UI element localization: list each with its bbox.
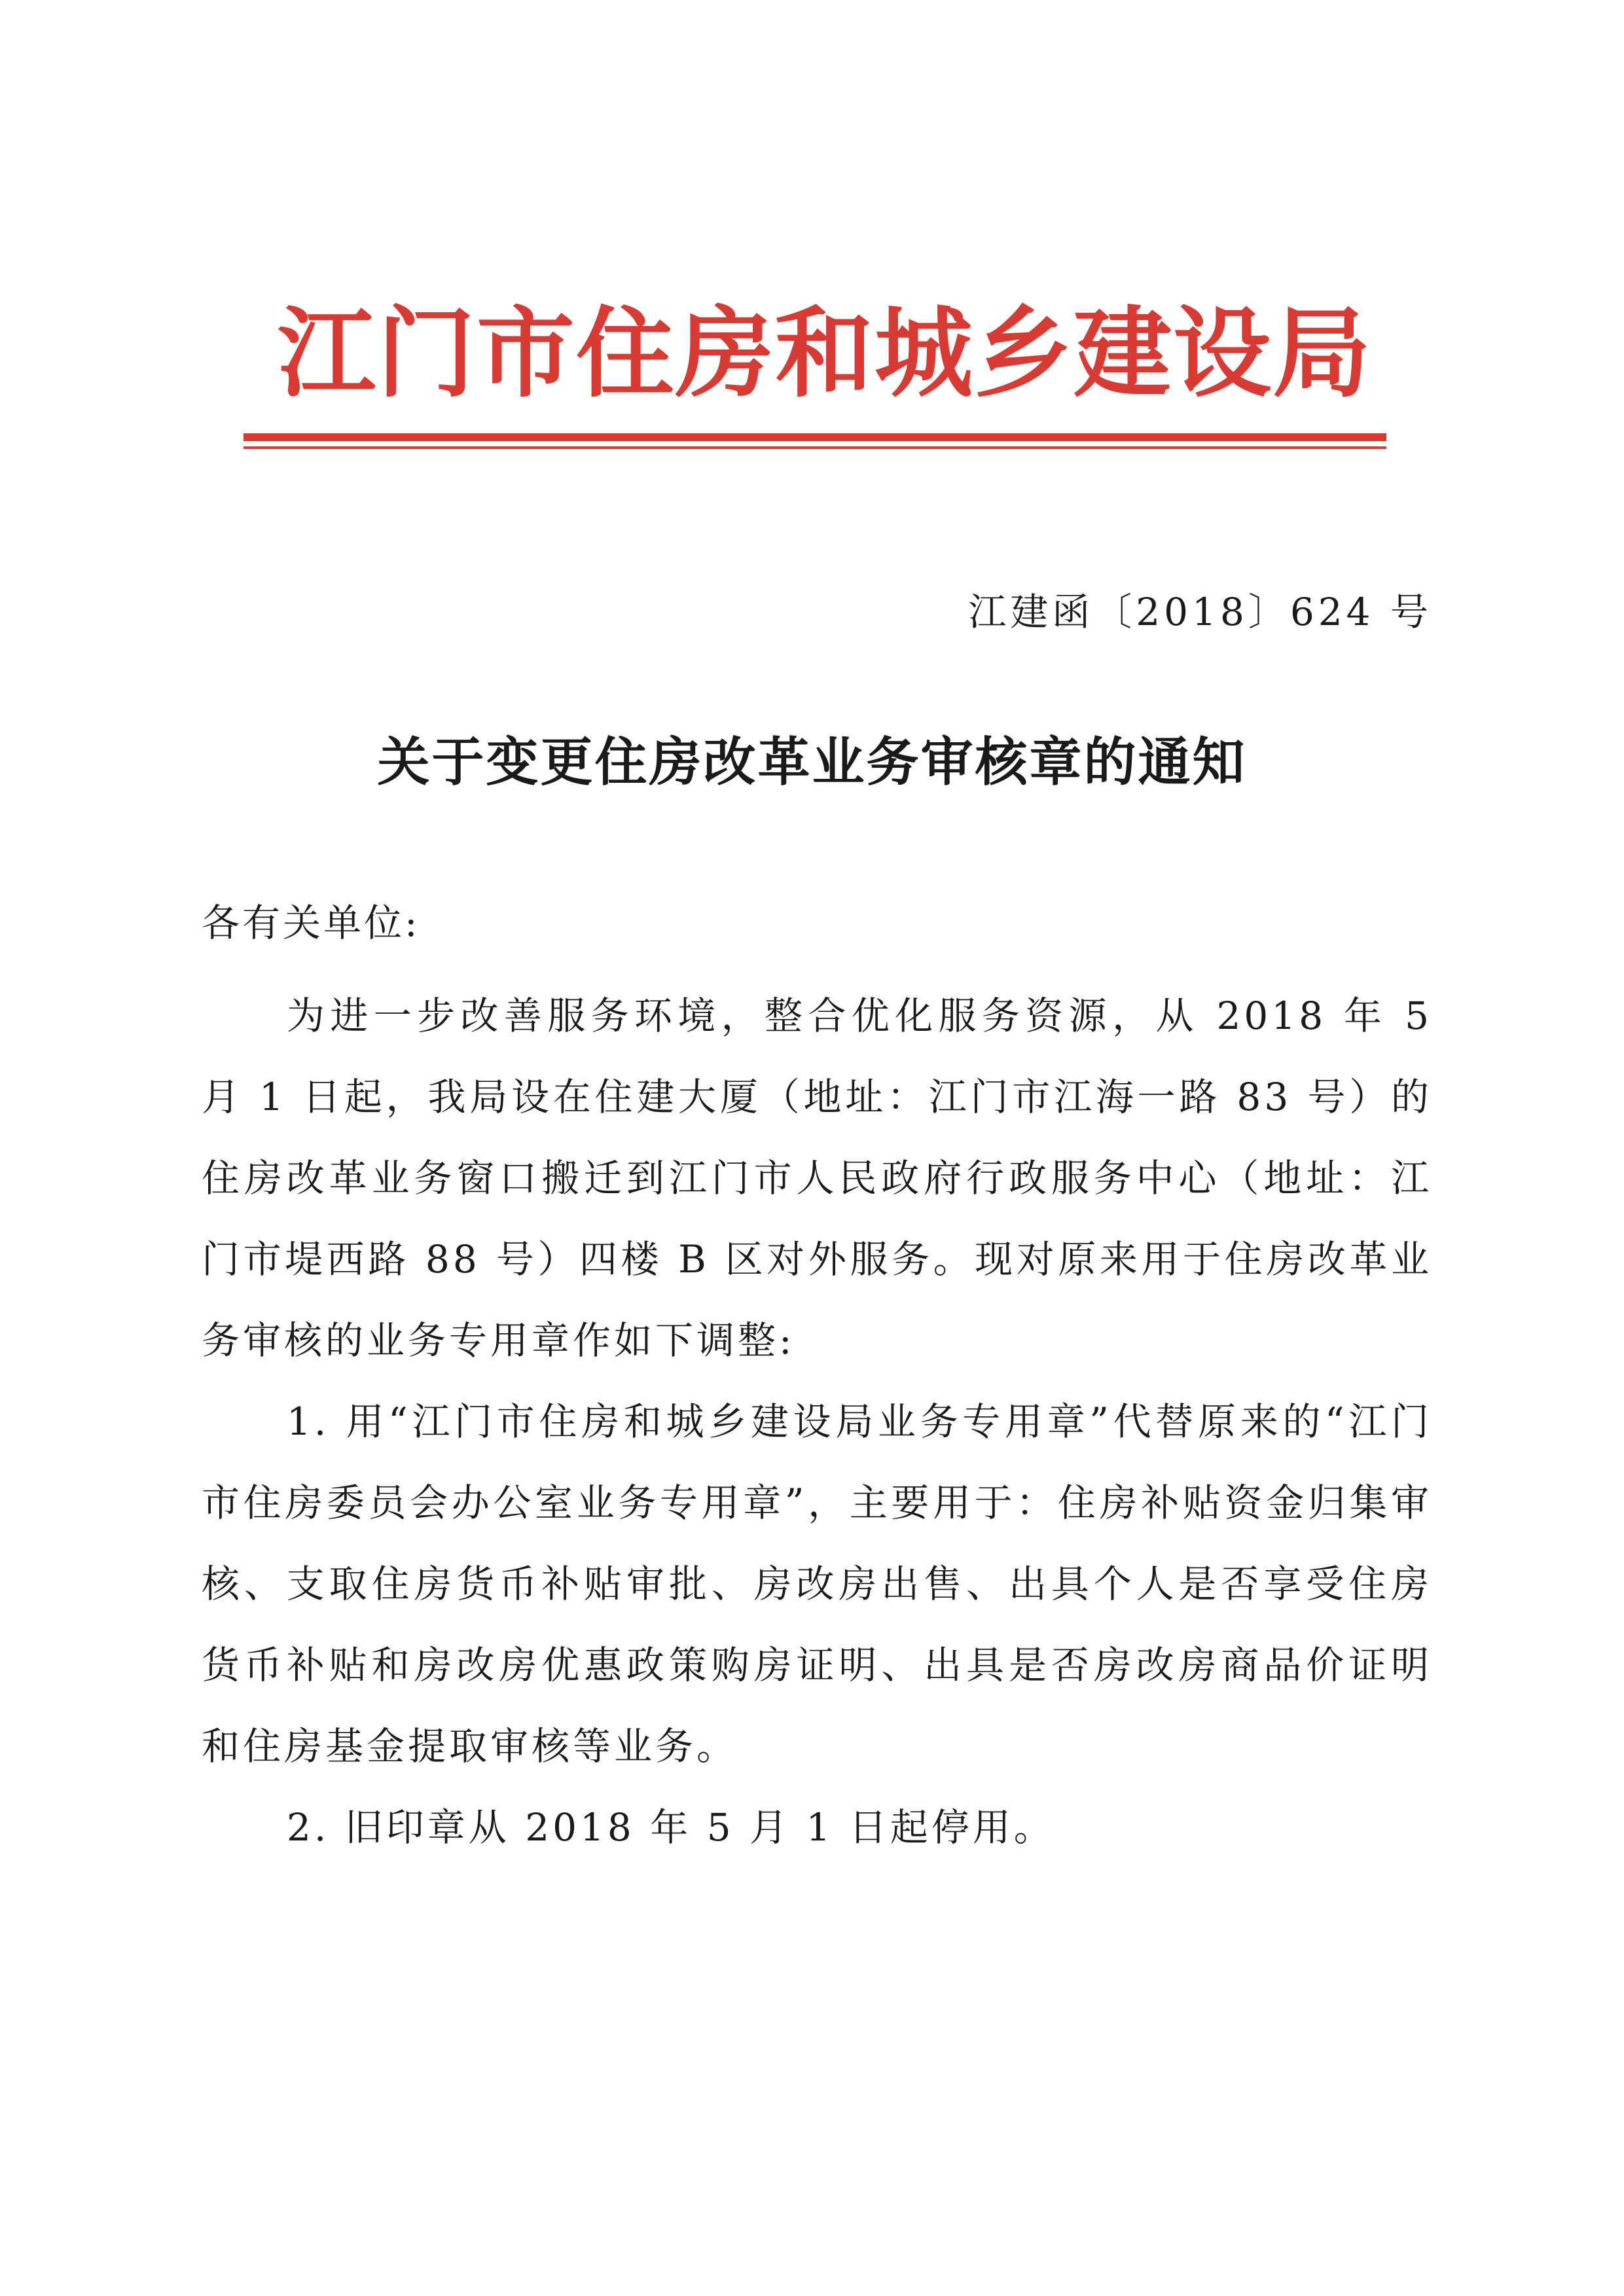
salutation: 各有关单位:	[202, 901, 420, 945]
document-body	[202, 975, 1432, 1868]
letterhead-rule-thick	[244, 433, 1386, 441]
body-paragraph: 1. 用“江门市住房和城乡建设局业务专用章”代替原来的“江门市住房委员会办公室业务专用章”，主要用于：住房补贴资金归集审核、支取住房货币补贴审批、房改房出售、出具个人是否享受住房货币补贴和房改房优惠政策购房证明、出具是否房改房商品价证明和住房基金提取审核等业务。	[202, 1399, 1432, 1768]
letterhead-rule-thin	[244, 446, 1386, 449]
body-paragraph: 为进一步改善服务环境，整合优化服务资源，从 2018 年 5 月 1 日起，我局设在住建大厦（地址：江门市江海一路 83 号）的住房改革业务窗口搬迁到江门市人民政府行政服务中心（地址：江门市堤西路 88 号）四楼 B 区对外服务。现对原来用于住房改革业务审核的业务专用章作如下调整:	[202, 994, 1432, 1363]
document-title: 关于变更住房改革业务审核章的通知	[377, 732, 1247, 793]
body-paragraph: 2. 旧印章从 2018 年 5 月 1 日起停用。	[287, 1805, 1055, 1850]
letterhead-org-name: 江门市住房和城乡建设局	[277, 296, 1372, 411]
document-number: 江建函〔2018〕624 号	[968, 590, 1432, 634]
